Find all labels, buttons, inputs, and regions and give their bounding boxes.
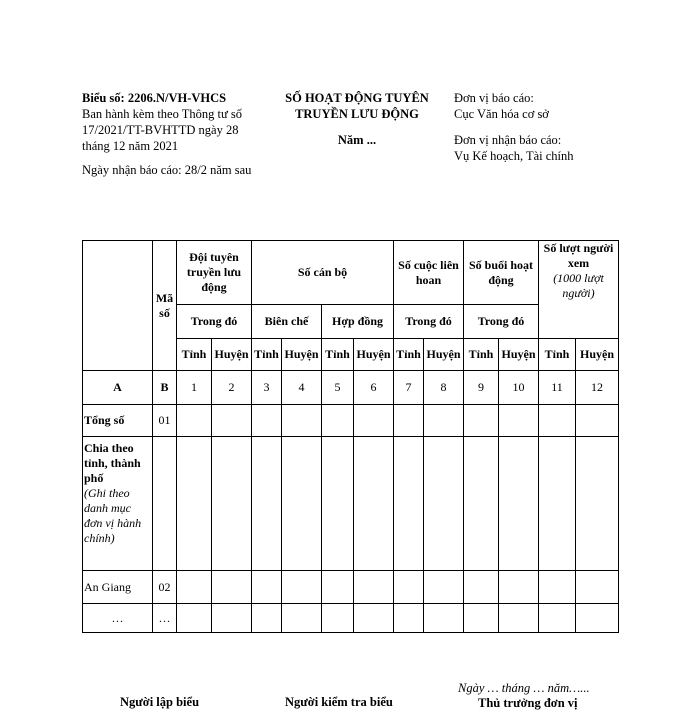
data-cell[interactable] bbox=[394, 571, 424, 604]
row-note: (Ghi theo danh mục đơn vị hành chính) bbox=[84, 486, 142, 545]
data-cell[interactable] bbox=[424, 405, 464, 437]
index-cell: 11 bbox=[539, 371, 576, 405]
level-header: Huyện bbox=[499, 339, 539, 371]
receiving-unit-label: Đơn vị nhận báo cáo: bbox=[454, 133, 562, 147]
events-header: Số cuộc liên hoan bbox=[394, 241, 464, 305]
index-cell: 5 bbox=[322, 371, 354, 405]
data-cell[interactable] bbox=[212, 405, 252, 437]
report-title-block bbox=[262, 90, 452, 148]
data-cell[interactable] bbox=[499, 405, 539, 437]
data-cell[interactable] bbox=[539, 604, 576, 633]
data-cell[interactable] bbox=[282, 437, 322, 571]
data-cell[interactable] bbox=[464, 405, 499, 437]
table-row bbox=[83, 604, 619, 633]
data-cell[interactable] bbox=[539, 571, 576, 604]
data-cell[interactable] bbox=[212, 604, 252, 633]
units-block bbox=[454, 90, 634, 164]
row-name: … bbox=[83, 604, 153, 633]
row-code: 02 bbox=[153, 571, 177, 604]
head-label: Thủ trưởng đơn vị bbox=[478, 696, 578, 710]
data-cell[interactable] bbox=[354, 571, 394, 604]
index-cell: 8 bbox=[424, 371, 464, 405]
index-cell: 1 bbox=[177, 371, 212, 405]
level-header: Tỉnh bbox=[252, 339, 282, 371]
data-cell[interactable] bbox=[177, 405, 212, 437]
report-table bbox=[82, 240, 619, 633]
index-cell: 7 bbox=[394, 371, 424, 405]
index-cell: 9 bbox=[464, 371, 499, 405]
data-cell[interactable] bbox=[322, 437, 354, 571]
issued-with-text: Ban hành kèm theo Thông tư số 17/2021/TT-BVHTTD ngày 28 tháng 12 năm 2021 bbox=[82, 107, 242, 153]
data-cell[interactable] bbox=[252, 604, 282, 633]
index-cell: B bbox=[153, 371, 177, 405]
data-cell[interactable] bbox=[539, 437, 576, 571]
checker-label: Người kiểm tra biểu bbox=[285, 695, 393, 709]
row-name-cell bbox=[83, 437, 153, 571]
date-line: Ngày … tháng … năm…... bbox=[458, 681, 590, 695]
name-header-cell bbox=[83, 241, 153, 371]
row-name: An Giang bbox=[83, 571, 153, 604]
table-row bbox=[83, 437, 619, 571]
data-cell[interactable] bbox=[499, 571, 539, 604]
level-header: Tỉnh bbox=[464, 339, 499, 371]
index-cell: 3 bbox=[252, 371, 282, 405]
index-cell: 2 bbox=[212, 371, 252, 405]
data-cell[interactable] bbox=[394, 437, 424, 571]
data-cell[interactable] bbox=[282, 571, 322, 604]
events-of-which-header: Trong đó bbox=[394, 305, 464, 339]
data-cell[interactable] bbox=[464, 571, 499, 604]
data-cell[interactable] bbox=[282, 405, 322, 437]
data-cell[interactable] bbox=[539, 405, 576, 437]
level-header: Huyện bbox=[576, 339, 619, 371]
data-cell[interactable] bbox=[576, 571, 619, 604]
sessions-of-which-header: Trong đó bbox=[464, 305, 539, 339]
reporting-unit: Cục Văn hóa cơ sở bbox=[454, 107, 549, 121]
index-cell: 12 bbox=[576, 371, 619, 405]
data-cell[interactable] bbox=[212, 571, 252, 604]
data-cell[interactable] bbox=[424, 437, 464, 571]
report-year: Năm ... bbox=[337, 133, 377, 147]
data-cell[interactable] bbox=[282, 604, 322, 633]
level-header: Tỉnh bbox=[177, 339, 212, 371]
row-name: Tổng số bbox=[83, 405, 153, 437]
index-row bbox=[83, 371, 619, 405]
code-header: Mã số bbox=[153, 241, 177, 371]
index-cell: 10 bbox=[499, 371, 539, 405]
data-cell[interactable] bbox=[499, 437, 539, 571]
row-code: … bbox=[153, 604, 177, 633]
report-title-line2: TRUYỀN LƯU ĐỘNG bbox=[295, 107, 419, 121]
viewers-header bbox=[539, 241, 619, 339]
level-header: Huyện bbox=[424, 339, 464, 371]
data-cell[interactable] bbox=[177, 604, 212, 633]
data-cell[interactable] bbox=[354, 437, 394, 571]
data-cell[interactable] bbox=[252, 437, 282, 571]
row-code: 01 bbox=[153, 405, 177, 437]
level-header: Huyện bbox=[212, 339, 252, 371]
table-row bbox=[83, 571, 619, 604]
data-cell[interactable] bbox=[354, 405, 394, 437]
data-cell[interactable] bbox=[322, 405, 354, 437]
preparer-label: Người lập biểu bbox=[120, 695, 200, 709]
staff-header: Số cán bộ bbox=[252, 241, 394, 305]
data-cell[interactable] bbox=[252, 571, 282, 604]
viewers-title: Số lượt người xem bbox=[543, 241, 614, 270]
teams-header: Đội tuyên truyền lưu động bbox=[177, 241, 252, 305]
report-title-line1: SỐ HOẠT ĐỘNG TUYÊN bbox=[285, 91, 429, 105]
sessions-header: Số buổi hoạt động bbox=[464, 241, 539, 305]
data-cell[interactable] bbox=[212, 437, 252, 571]
data-cell[interactable] bbox=[576, 437, 619, 571]
data-cell[interactable] bbox=[394, 604, 424, 633]
data-cell[interactable] bbox=[394, 405, 424, 437]
data-cell[interactable] bbox=[177, 571, 212, 604]
data-cell[interactable] bbox=[576, 604, 619, 633]
reporting-unit-label: Đơn vị báo cáo: bbox=[454, 91, 534, 105]
receive-date-text: Ngày nhận báo cáo: 28/2 năm sau bbox=[82, 163, 252, 177]
data-cell[interactable] bbox=[252, 405, 282, 437]
data-cell[interactable] bbox=[576, 405, 619, 437]
data-cell[interactable] bbox=[322, 571, 354, 604]
data-cell[interactable] bbox=[354, 604, 394, 633]
teams-of-which-header: Trong đó bbox=[177, 305, 252, 339]
viewers-unit: (1000 lượt người) bbox=[553, 271, 604, 300]
level-header: Huyện bbox=[354, 339, 394, 371]
data-cell[interactable] bbox=[177, 437, 212, 571]
level-header: Tỉnh bbox=[539, 339, 576, 371]
data-cell[interactable] bbox=[424, 571, 464, 604]
data-cell[interactable] bbox=[424, 604, 464, 633]
data-cell[interactable] bbox=[499, 604, 539, 633]
index-cell: 6 bbox=[354, 371, 394, 405]
level-header: Tỉnh bbox=[322, 339, 354, 371]
data-cell[interactable] bbox=[464, 437, 499, 571]
level-header: Tỉnh bbox=[394, 339, 424, 371]
row-name: Chia theo tỉnh, thành phố bbox=[84, 441, 141, 485]
data-cell[interactable] bbox=[464, 604, 499, 633]
index-cell: 4 bbox=[282, 371, 322, 405]
form-number: Biểu số: 2206.N/VH-VHCS bbox=[82, 91, 227, 105]
form-info bbox=[82, 90, 262, 178]
index-cell: A bbox=[83, 371, 153, 405]
level-header: Huyện bbox=[282, 339, 322, 371]
contract-header: Hợp đồng bbox=[322, 305, 394, 339]
table-row bbox=[83, 405, 619, 437]
row-code bbox=[153, 437, 177, 571]
receiving-unit: Vụ Kế hoạch, Tài chính bbox=[454, 149, 574, 163]
permanent-header: Biên chế bbox=[252, 305, 322, 339]
data-cell[interactable] bbox=[322, 604, 354, 633]
